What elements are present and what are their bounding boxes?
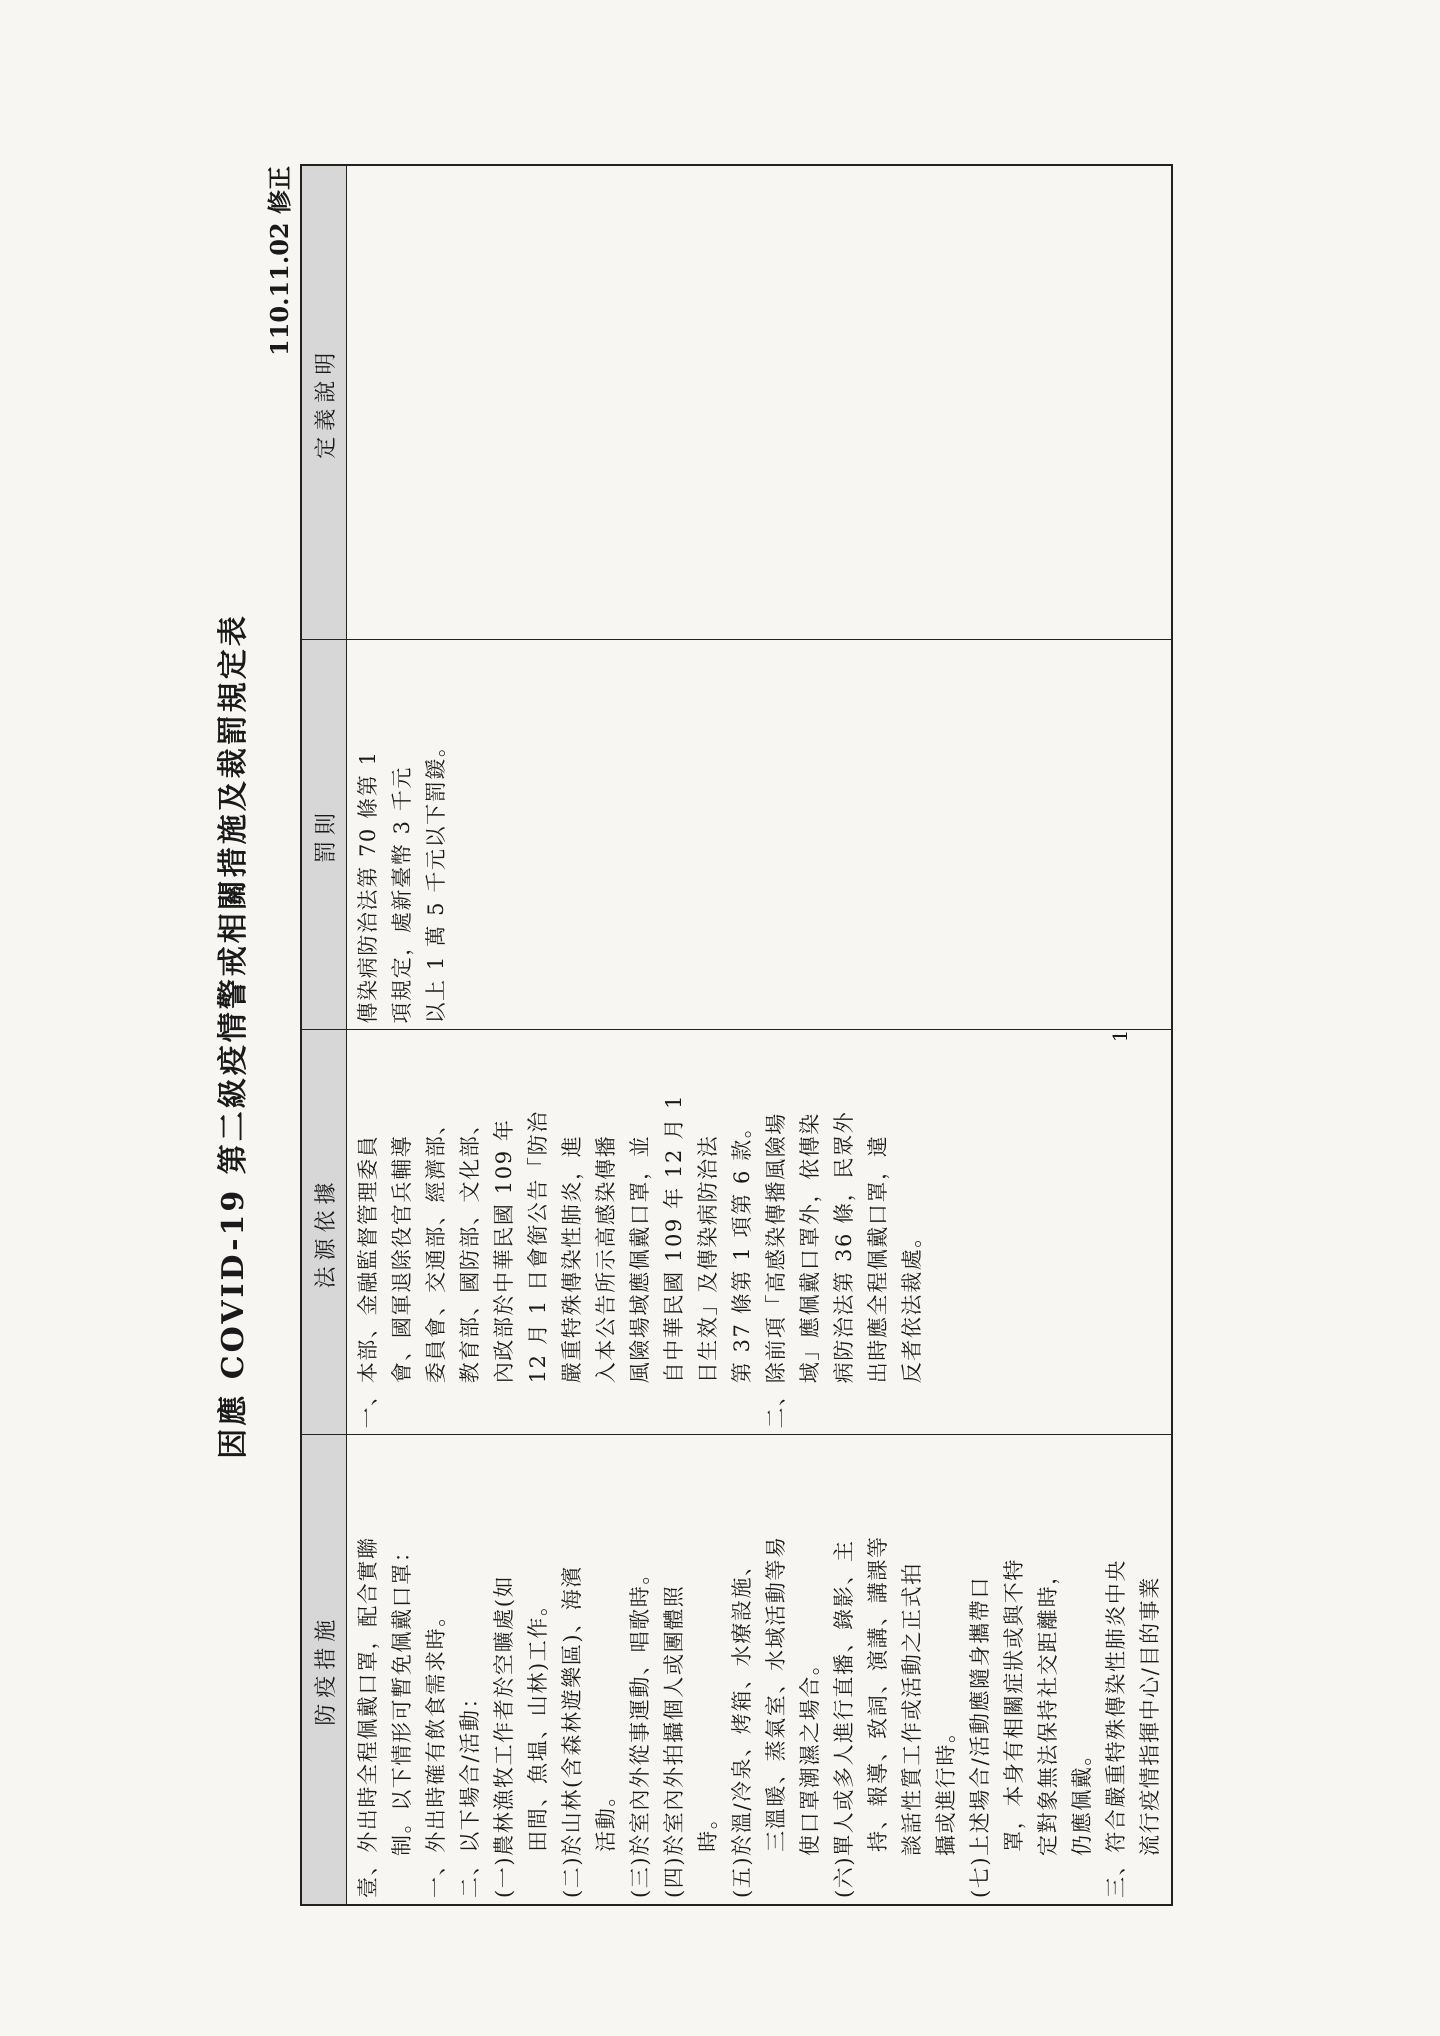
legal-basis-marker: 一、	[356, 1383, 380, 1429]
legal-basis-line: 教育部、國防部、文化部、	[458, 1112, 482, 1384]
measure-text: 於山林(含森林遊樂區)、海濱	[560, 1565, 584, 1856]
measure-line	[827, 1442, 861, 1899]
header-definition: 定義說明	[301, 165, 347, 640]
measure-line	[725, 1442, 759, 1899]
measure-line	[623, 1442, 657, 1899]
measure-text: 外出時確有飲食需求時。	[424, 1604, 448, 1853]
table-row	[347, 165, 1173, 1905]
revision-date: 110.11.02 修正	[265, 166, 294, 356]
legal-basis-item	[759, 1037, 929, 1429]
measure-marker: 三、	[1104, 1852, 1128, 1898]
measure-marker	[1133, 1856, 1167, 1898]
measure-line	[929, 1442, 963, 1899]
measure-marker: (四)	[662, 1855, 686, 1898]
measure-text: 制。以下情形可暫免佩戴口罩：	[390, 1539, 414, 1856]
page-number: 1	[1108, 1029, 1132, 1043]
legal-basis-line: 日生效」及傳染病防治法	[696, 1134, 720, 1384]
legal-basis-marker: 二、	[764, 1383, 788, 1429]
measures-list	[351, 1442, 1167, 1899]
regulation-table	[300, 164, 1173, 1906]
legal-basis-line: 嚴重特殊傳染性肺炎，進	[560, 1134, 584, 1384]
measure-line	[1133, 1442, 1167, 1899]
legal-basis-cell	[347, 1030, 1173, 1435]
legal-basis-line: 風險場域應佩戴口罩，並	[628, 1134, 652, 1384]
measure-marker	[589, 1852, 623, 1898]
legal-basis-line: 本部、金融監督管理委員	[356, 1134, 380, 1384]
measure-marker	[691, 1852, 725, 1898]
legal-basis-line: 出時應全程佩戴口罩，違	[866, 1134, 890, 1384]
legal-basis-line: 反者依法裁處。	[900, 1225, 924, 1384]
legal-basis-list	[351, 1037, 929, 1429]
measure-line	[1031, 1442, 1065, 1899]
legal-basis-line: 病防治法第 36 條，民眾外	[832, 1110, 856, 1384]
measure-text: 於溫/冷泉、烤箱、水療設施、	[730, 1553, 754, 1856]
measure-line	[759, 1442, 793, 1899]
measure-marker: (六)	[832, 1855, 856, 1898]
measure-line	[997, 1442, 1031, 1899]
measure-marker	[793, 1856, 827, 1898]
measure-text: 仍應佩戴。	[1070, 1743, 1094, 1856]
penalty-line: 以上 1 萬 5 千元以下罰鍰。	[424, 734, 448, 1024]
measure-text: 外出時全程佩戴口罩，配合實聯	[356, 1536, 380, 1853]
measure-text: 單人或多人進行直播、錄影、主	[832, 1539, 856, 1856]
legal-basis-line: 入本公告所示高感染傳播	[594, 1134, 618, 1384]
measure-marker: 二、	[458, 1852, 482, 1898]
measure-marker	[385, 1856, 419, 1898]
legal-basis-line: 12 月 1 日會銜公告「防治	[526, 1110, 550, 1384]
measure-text: 上述場合/活動應隨身攜帶口	[968, 1575, 992, 1856]
legal-basis-line: 會、國軍退除役官兵輔導	[390, 1134, 414, 1384]
measure-text: 三溫暖、蒸氣室、水域活動等易	[764, 1535, 788, 1852]
measure-marker	[759, 1852, 793, 1898]
measure-text: 以下場合/活動：	[458, 1685, 482, 1853]
measures-cell	[347, 1435, 1173, 1905]
measure-marker: (五)	[730, 1855, 754, 1898]
measure-line	[521, 1442, 555, 1899]
measure-marker	[929, 1856, 963, 1898]
measure-line	[691, 1442, 725, 1899]
header-penalty: 罰則	[301, 640, 347, 1030]
penalty-cell	[347, 640, 1173, 1030]
penalty-line: 項規定，處新臺幣 3 千元	[390, 765, 414, 1024]
measure-line	[793, 1442, 827, 1899]
header-measures: 防疫措施	[301, 1435, 347, 1905]
penalty-text	[351, 647, 453, 1024]
measure-marker	[1065, 1856, 1099, 1898]
measure-text: 符合嚴重特殊傳染性肺炎中央	[1104, 1558, 1128, 1853]
legal-basis-item	[351, 1037, 759, 1429]
measure-marker: (三)	[628, 1855, 652, 1898]
measure-line	[1065, 1442, 1099, 1899]
legal-basis-line: 第 37 條第 1 項第 6 款。	[730, 1115, 754, 1384]
measure-line	[385, 1442, 419, 1899]
measure-marker	[895, 1856, 929, 1898]
measure-marker	[1031, 1856, 1065, 1898]
legal-basis-line: 域」應佩戴口罩外，依傳染	[798, 1112, 822, 1384]
measure-text: 於室內外拍攝個人或團體照	[662, 1584, 686, 1856]
measure-marker: 一、	[424, 1852, 448, 1898]
measure-marker	[997, 1852, 1031, 1898]
measure-text: 談話性質工作或活動之正式拍	[900, 1562, 924, 1856]
legal-basis-line: 自中華民國 109 年 12 月 1	[662, 1093, 686, 1384]
measure-text: 時。	[696, 1806, 720, 1852]
measure-text: 流行疫情指揮中心/目的事業	[1138, 1576, 1162, 1856]
measure-marker: 壹、	[356, 1852, 380, 1898]
measure-text: 農林漁牧工作者於空曠處(如	[492, 1574, 516, 1856]
measure-marker: (一)	[492, 1855, 516, 1898]
measure-line	[589, 1442, 623, 1899]
header-legal-basis: 法源依據	[301, 1030, 347, 1435]
table-header-row	[301, 165, 347, 1905]
legal-basis-line: 除前項「高感染傳播風險場	[764, 1112, 788, 1384]
measure-text: 定對象無法保持社交距離時，	[1036, 1562, 1060, 1856]
measure-line	[861, 1442, 895, 1899]
measure-line	[351, 1442, 385, 1899]
measure-marker	[521, 1852, 555, 1898]
document-title: 因應 COVID-19 第二級疫情警戒相關措施及裁罰規定表	[216, 613, 251, 1459]
rotated-page	[206, 166, 1206, 1906]
measure-line	[555, 1442, 589, 1899]
measure-text: 於室內外從事運動、唱歌時。	[628, 1562, 652, 1856]
measure-text: 使口罩潮濕之場合。	[798, 1652, 822, 1856]
measure-text: 攝或進行時。	[934, 1720, 958, 1856]
measure-text: 田間、魚塭、山林)工作。	[526, 1593, 550, 1852]
measure-text: 持、報導、致詞、演講、講課等	[866, 1535, 890, 1852]
measure-line	[657, 1442, 691, 1899]
measure-marker	[861, 1852, 895, 1898]
measure-text: 活動。	[594, 1784, 618, 1852]
legal-basis-line: 內政部於中華民國 109 年	[492, 1118, 516, 1384]
measure-line	[895, 1442, 929, 1899]
measure-line	[963, 1442, 997, 1899]
measure-line	[419, 1442, 453, 1899]
definition-cell	[347, 165, 1173, 640]
measure-line	[453, 1442, 487, 1899]
measure-marker: (二)	[560, 1855, 584, 1898]
measure-line	[487, 1442, 521, 1899]
measure-text: 罩，本身有相關症狀或與不特	[1002, 1558, 1026, 1852]
legal-basis-line: 委員會、交通部、經濟部、	[424, 1112, 448, 1384]
penalty-line: 傳染病防治法第 70 條第 1	[356, 750, 380, 1024]
measure-marker: (七)	[968, 1855, 992, 1898]
